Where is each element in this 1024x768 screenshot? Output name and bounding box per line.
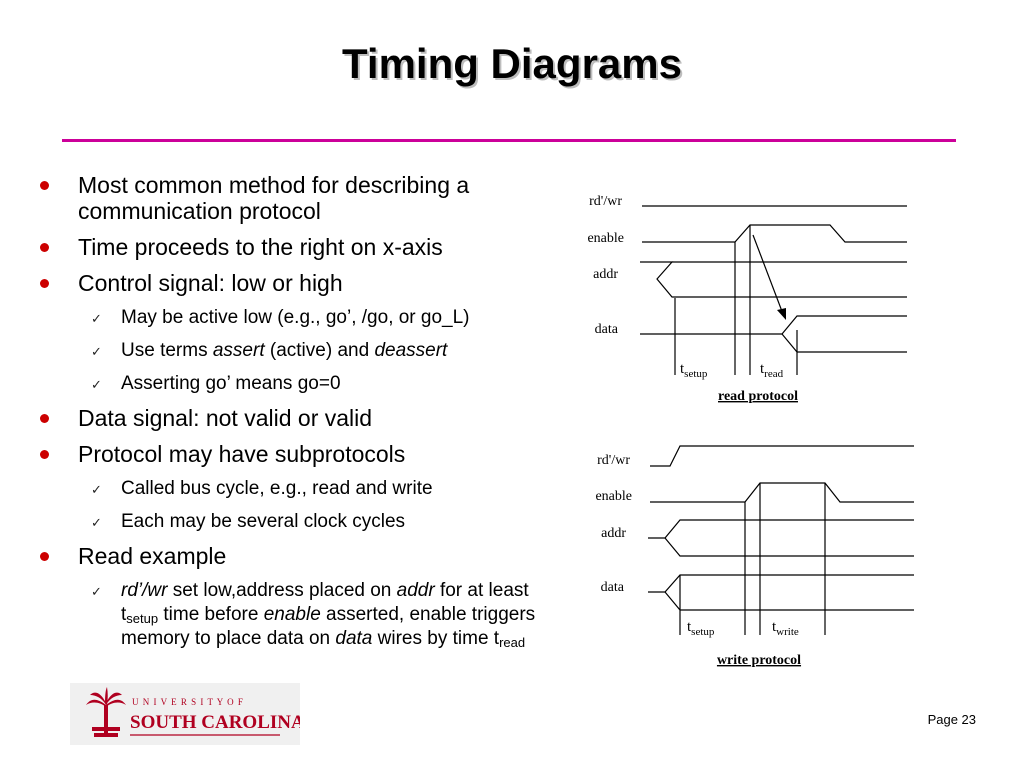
page-number: Page 23 <box>927 712 976 727</box>
sub-bullet-item <box>40 477 552 501</box>
signal-label-rdwr: rd'/wr <box>597 453 630 468</box>
sub-bullet-text: May be active low (e.g., go’, /go, or go_L) <box>121 307 470 328</box>
bullet-text: Data signal: not valid or valid <box>78 405 373 431</box>
bullet-item <box>40 405 552 431</box>
bullet-dot-icon <box>40 279 49 288</box>
timing-label-setup: $t_{setup}$ <box>687 619 715 638</box>
addr-waveform-low <box>640 262 907 297</box>
bullet-dot-icon <box>40 243 49 252</box>
signal-label-addr: addr <box>593 267 618 282</box>
bullet-item <box>40 172 552 224</box>
timing-label-read: $t_{read}$ <box>760 361 784 380</box>
sub-bullet-item <box>40 339 552 363</box>
checkmark-icon: ✓ <box>91 344 102 359</box>
palmetto-tree-icon <box>86 687 126 737</box>
signal-label-data: data <box>600 580 624 595</box>
term-rdwr: rd’/wr <box>121 580 168 601</box>
sub-bullet-item <box>40 306 552 330</box>
bullet-text: Time proceeds to the right on x-axis <box>78 234 443 260</box>
write-protocol-diagram <box>595 446 914 668</box>
sub-bullet-text: Each may be several clock cycles <box>121 511 406 532</box>
bullet-dot-icon <box>40 450 49 459</box>
bullet-item <box>40 543 552 569</box>
subscript-setup: setup <box>126 611 159 626</box>
bullet-text: Read example <box>78 543 227 569</box>
signal-label-addr: addr <box>601 526 626 541</box>
slide-title: Timing Diagrams <box>342 40 682 87</box>
timing-label-write: $t_{write}$ <box>772 619 799 638</box>
signal-label-rdwr: rd'/wr <box>589 194 622 209</box>
sub-bullet-item <box>40 579 552 651</box>
term-enable: enable <box>263 604 321 625</box>
data-waveform-low <box>782 334 907 352</box>
term-addr: addr <box>396 580 435 601</box>
bullet-item <box>40 234 552 260</box>
bullet-dot-icon <box>40 414 49 423</box>
timing-label-setup: $t_{setup}$ <box>680 361 708 380</box>
checkmark-icon: ✓ <box>91 377 102 392</box>
signal-label-data: data <box>594 322 618 337</box>
causality-arrow <box>753 235 783 314</box>
checkmark-icon: ✓ <box>91 515 102 530</box>
data-waveform-high <box>640 316 907 334</box>
addr-waveform-low <box>665 538 914 556</box>
data-waveform-high <box>648 575 914 592</box>
sub-bullet-text: (active) and <box>264 340 375 361</box>
checkmark-icon: ✓ <box>91 584 102 599</box>
university-logo <box>70 683 300 745</box>
rdwr-waveform <box>650 446 914 466</box>
arrow-head-icon <box>777 308 786 320</box>
sub-bullet-text: Use terms <box>121 340 213 361</box>
bullet-text: Control signal: low or high <box>78 270 343 296</box>
data-waveform-low <box>665 592 914 610</box>
enable-waveform <box>650 483 914 502</box>
sub-bullet-item <box>40 510 552 534</box>
read-protocol-caption: read protocol <box>718 389 798 404</box>
sub-bullet-text: set low,address placed on <box>167 580 397 601</box>
sub-bullet-text: wires by time t <box>372 628 500 649</box>
logo-line-name: SOUTH CAROLINA <box>130 712 300 733</box>
bullet-text: Protocol may have subprotocols <box>78 441 406 467</box>
addr-waveform-high <box>648 520 914 538</box>
sub-bullet-text: Called bus cycle, e.g., read and write <box>121 478 433 499</box>
term-data: data <box>335 628 373 649</box>
signal-label-enable: enable <box>595 489 632 504</box>
bullet-dot-icon <box>40 552 49 561</box>
term-assert: assert <box>212 340 265 361</box>
sub-bullet-text: for at least t <box>121 580 529 625</box>
bullet-text: Most common method for describing a communication protocol <box>78 172 470 224</box>
sub-bullet-item <box>40 372 552 396</box>
timing-diagrams <box>560 180 930 680</box>
read-protocol-diagram <box>587 194 907 404</box>
term-deassert: deassert <box>374 340 448 361</box>
sub-bullet-text: asserted, enable triggers memory to place data on <box>121 604 536 649</box>
bullet-item <box>40 441 552 467</box>
logo-line-university: U N I V E R S I T Y O F <box>132 697 244 707</box>
sub-bullet-text: time before <box>158 604 264 625</box>
logo-graphic <box>70 683 300 745</box>
bullet-item <box>40 270 552 296</box>
checkmark-icon: ✓ <box>91 311 102 326</box>
subscript-read: read <box>499 635 526 650</box>
sub-bullet-text: Asserting go’ means go=0 <box>121 373 341 394</box>
bullet-list <box>40 172 552 660</box>
bullet-dot-icon <box>40 181 49 190</box>
checkmark-icon: ✓ <box>91 482 102 497</box>
write-protocol-caption: write protocol <box>716 653 802 668</box>
enable-waveform <box>642 225 907 242</box>
signal-label-enable: enable <box>587 231 624 246</box>
title-divider <box>62 139 956 142</box>
